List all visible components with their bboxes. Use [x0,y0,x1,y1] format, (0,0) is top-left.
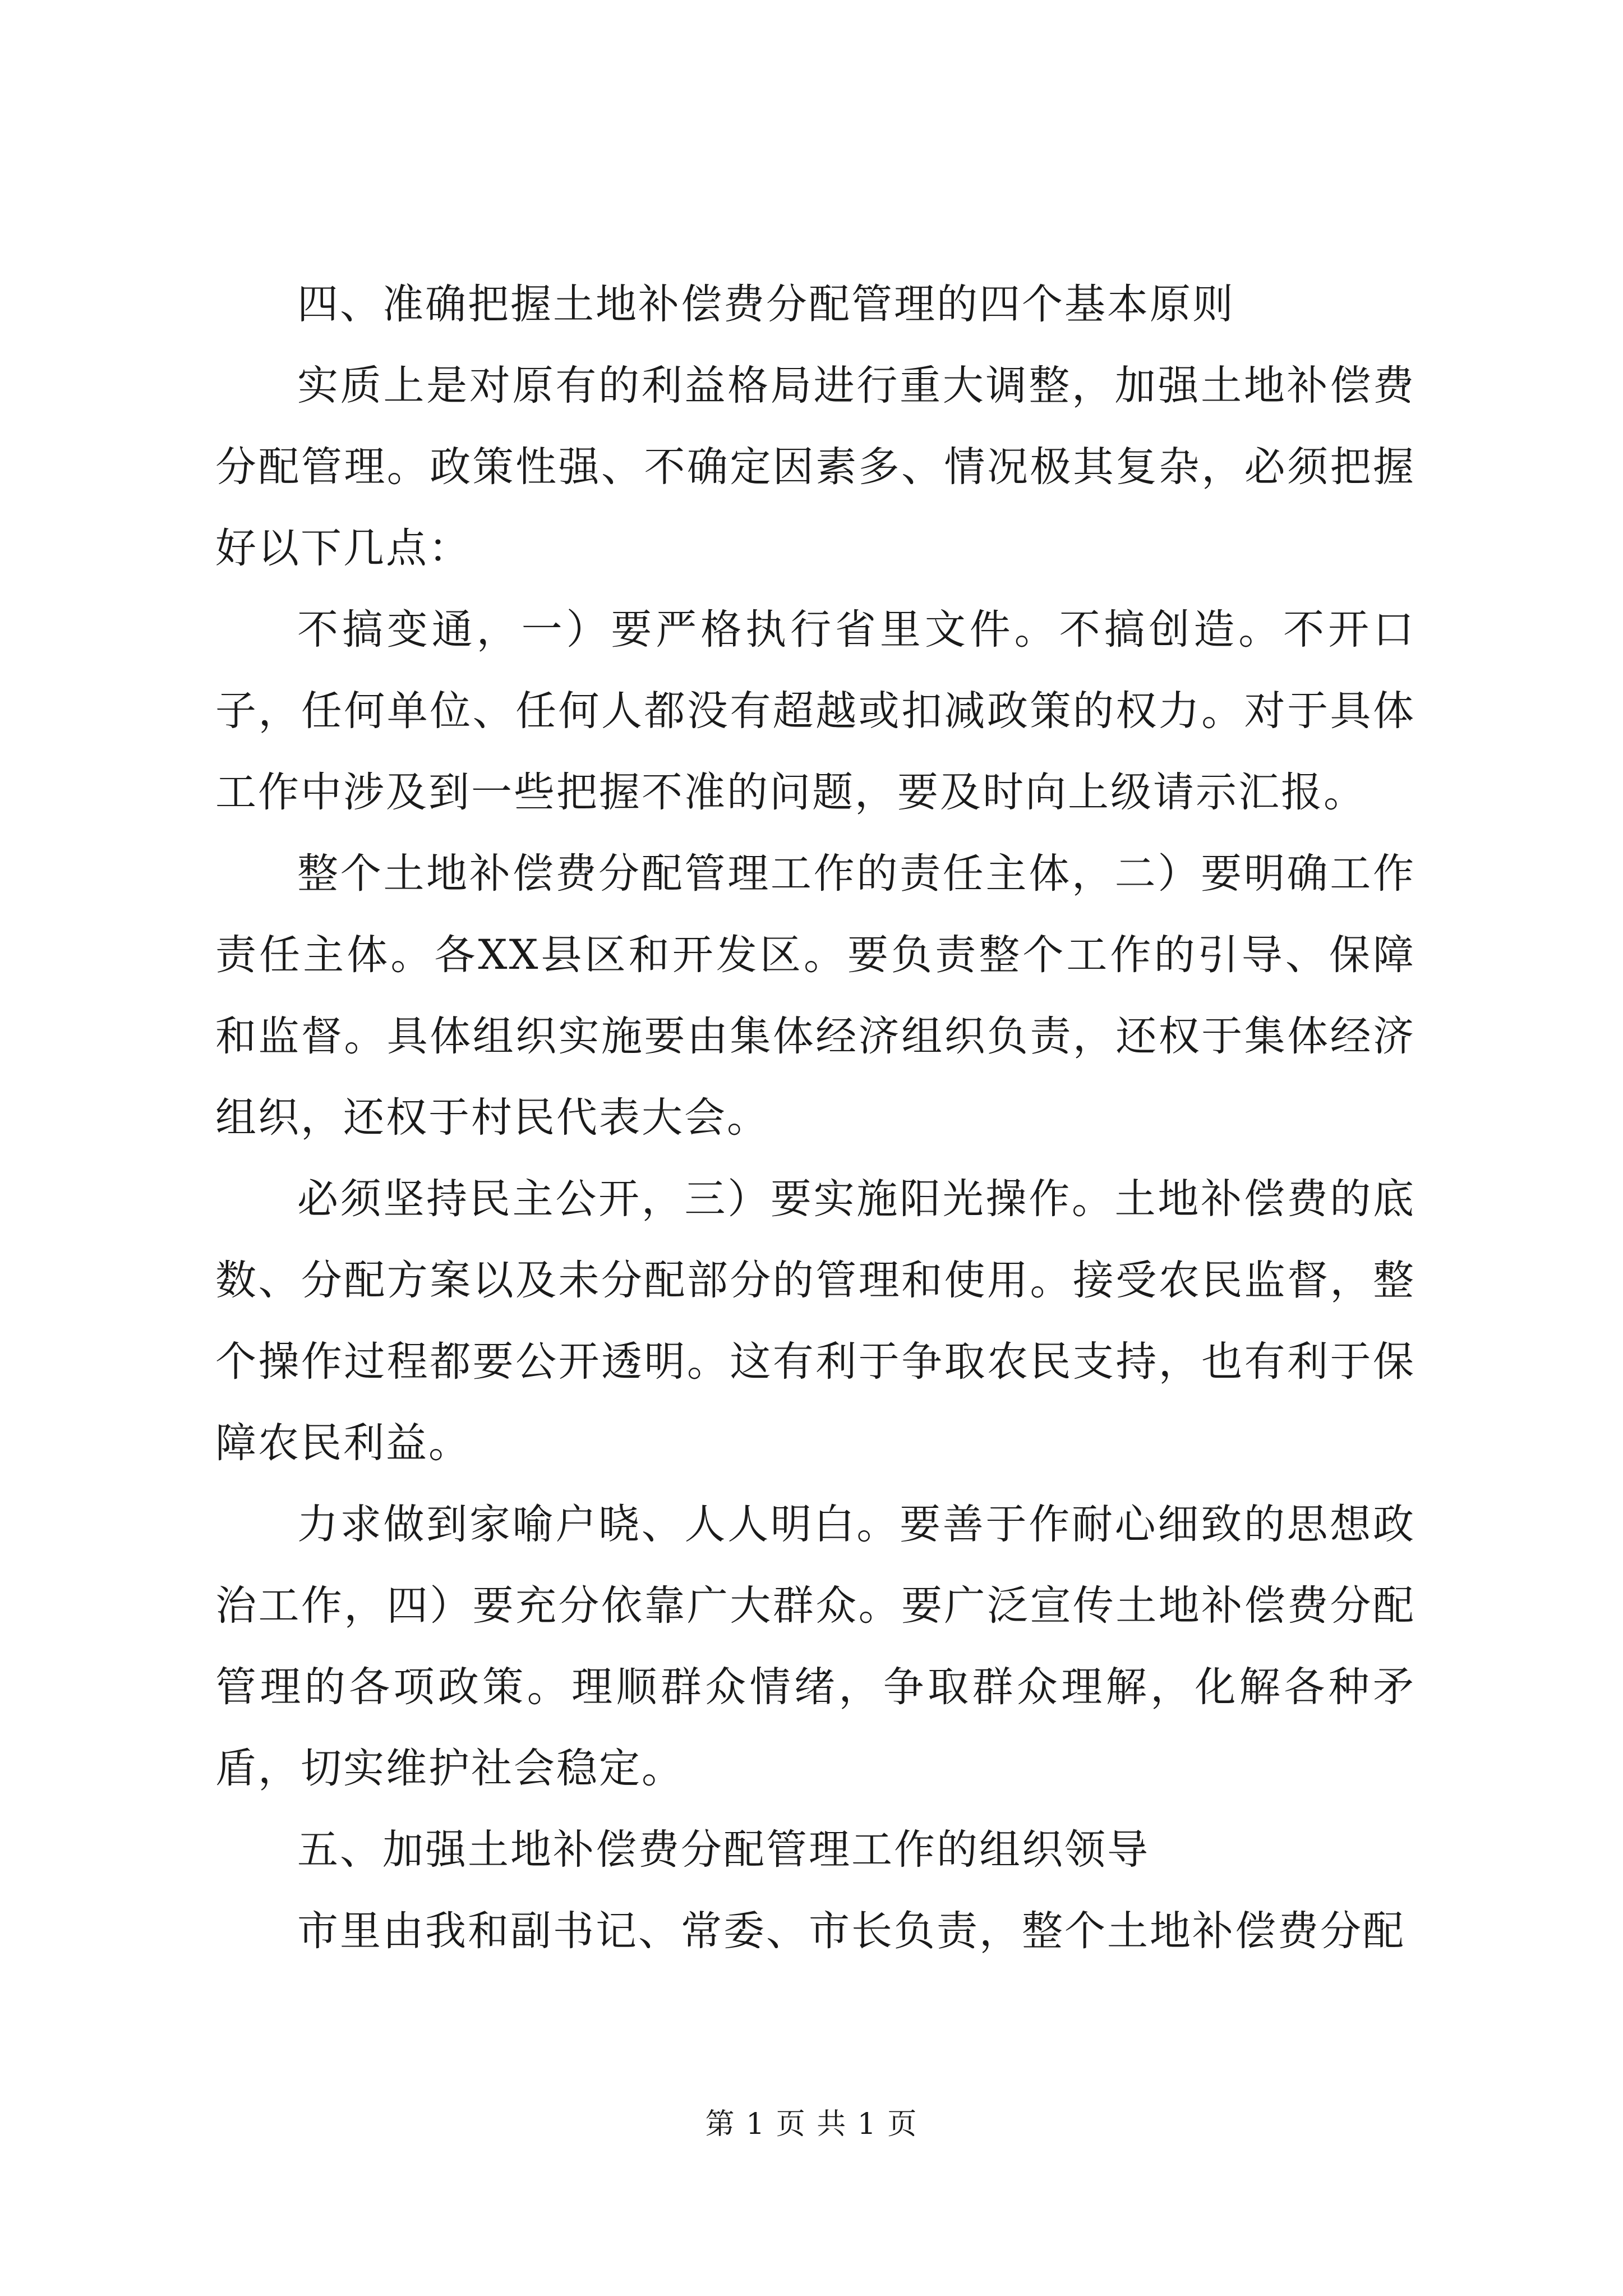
paragraph: 整个土地补偿费分配管理工作的责任主体，二）要明确工作责任主体。各XX县区和开发区。要负责整个工作的引导、保障和监督。具体组织实施要由集体经济组织负责，还权于集体经济组织，还权于村民代表大会。 [215,850,1415,1142]
paragraph: 必须坚持民主公开，三）要实施阳光操作。土地补偿费的底数、分配方案以及未分配部分的管理和使用。接受农民监督，整个操作过程都要公开透明。这有利于争取农民支持，也有利于保障农民利益。 [215,1175,1415,1467]
paragraph: 市里由我和副书记、常委、市长负责，整个土地补偿费分配 [297,1907,1405,1955]
section-heading-5: 五、加强土地补偿费分配管理工作的组织领导 [297,1826,1150,1874]
document-body [215,264,1415,1972]
paragraph: 力求做到家喻户晓、人人明白。要善于作耐心细致的思想政治工作，四）要充分依靠广大群众。要广泛宣传土地补偿费分配管理的各项政策。理顺群众情绪，争取群众理解，化解各种矛盾，切实维护社会稳定。 [215,1501,1415,1792]
section-heading-4: 四、准确把握土地补偿费分配管理的四个基本原则 [297,280,1235,328]
page-number-footer: 第 1 页 共 1 页 [705,2108,918,2141]
paragraph: 实质上是对原有的利益格局进行重大调整，加强土地补偿费分配管理。政策性强、不确定因素多、情况极其复杂，必须把握好以下几点： [215,362,1415,572]
paragraph: 不搞变通，一）要严格执行省里文件。不搞创造。不开口子，任何单位、任何人都没有超越或扣减政策的权力。对于具体工作中涉及到一些把握不准的问题，要及时向上级请示汇报。 [215,606,1415,816]
